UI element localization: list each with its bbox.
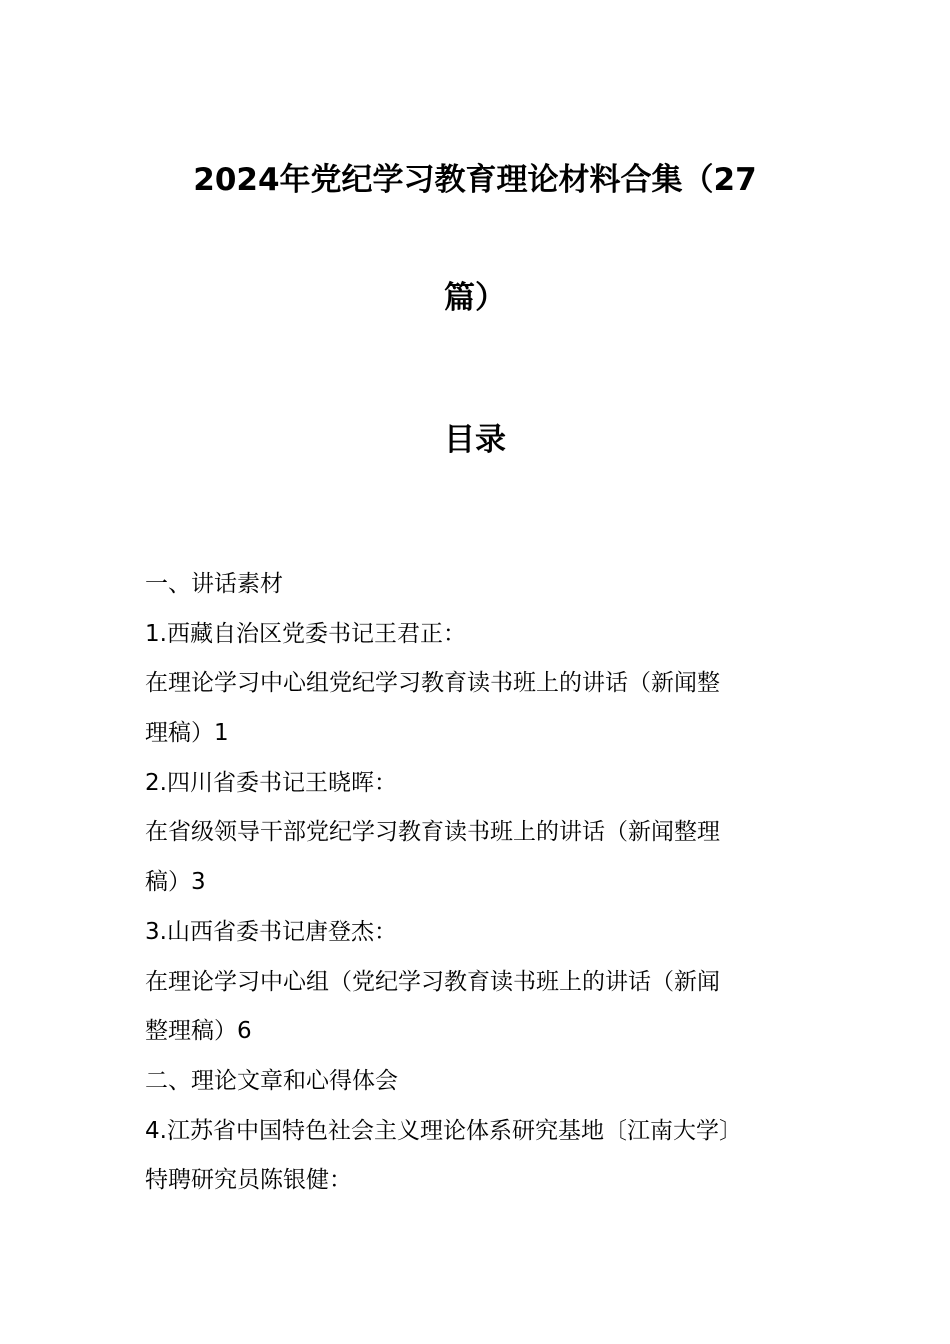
toc-line: 3.山西省委书记唐登杰： [145, 918, 397, 945]
toc-line: 特聘研究员陈银健： [145, 1167, 352, 1194]
toc-line: 整理稿）6 [145, 1018, 252, 1045]
toc-line: 4.江苏省中国特色社会主义理论体系研究基地〔江南大学〕 [145, 1117, 742, 1144]
toc-line: 二、理论文章和心得体会 [145, 1067, 398, 1094]
toc-line: 理稿）1 [145, 720, 229, 747]
document-title-line-1: 2024年党纪学习教育理论材料合集（27 [193, 162, 757, 198]
toc-line: 一、讲话素材 [145, 571, 283, 597]
toc-line: 在理论学习中心组党纪学习教育读书班上的讲话（新闻整 [145, 670, 720, 697]
toc-line: 2.四川省委书记王晓晖： [145, 769, 397, 796]
toc-line: 在理论学习中心组（党纪学习教育读书班上的讲话（新闻 [145, 968, 720, 995]
toc-line: 1.西藏自治区党委书记王君正： [145, 620, 466, 647]
toc-line: 稿）3 [145, 869, 206, 896]
table-of-contents [145, 560, 810, 1206]
toc-line: 在省级领导干部党纪学习教育读书班上的讲话（新闻整理 [145, 819, 720, 846]
document-title-line-2: 篇） [444, 280, 506, 316]
toc-heading: 目录 [444, 422, 506, 458]
